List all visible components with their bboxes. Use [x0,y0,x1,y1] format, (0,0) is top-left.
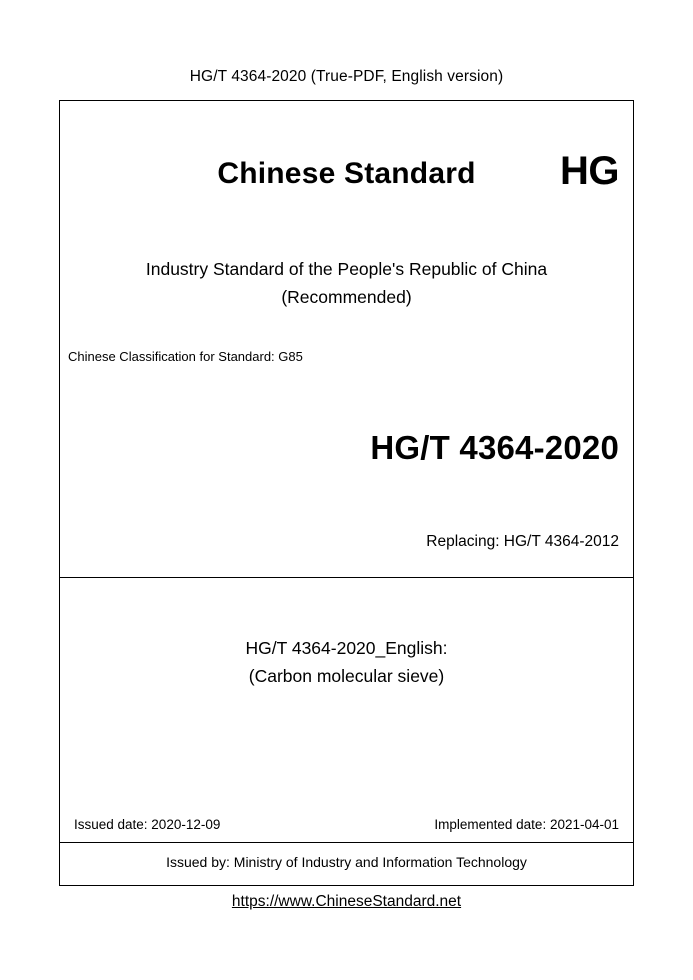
english-title-line2: (Carbon molecular sieve) [248,666,445,686]
issuing-authority: Issued by: Ministry of Industry and Information Technology [166,854,527,870]
cover-subtitle-line2: (Recommended) [281,287,412,307]
standard-number: HG/T 4364-2020 [370,429,619,466]
title-row [60,149,633,209]
cover-middle-section [60,578,633,843]
standard-cover-box [59,100,634,886]
cover-subtitle-line1: Industry Standard of the People's Republic of China [145,259,548,279]
english-title-line1: HG/T 4364-2020_English: [245,638,448,658]
page-header-text: HG/T 4364-2020 (True-PDF, English version) [189,68,504,85]
cover-bottom-section [60,843,633,885]
implemented-date: Implemented date: 2021-04-01 [434,817,619,832]
classification-code: Chinese Classification for Standard: G85 [68,349,303,364]
footer-url[interactable] [0,893,693,911]
replacing-standard: Replacing: HG/T 4364-2012 [426,533,619,550]
issued-date: Issued date: 2020-12-09 [74,817,221,832]
cover-top-section [60,101,633,578]
cover-title: Chinese Standard [217,157,476,190]
footer-url-text: https://www.ChineseStandard.net [231,893,462,910]
hg-logo-mark: HG [560,149,619,193]
